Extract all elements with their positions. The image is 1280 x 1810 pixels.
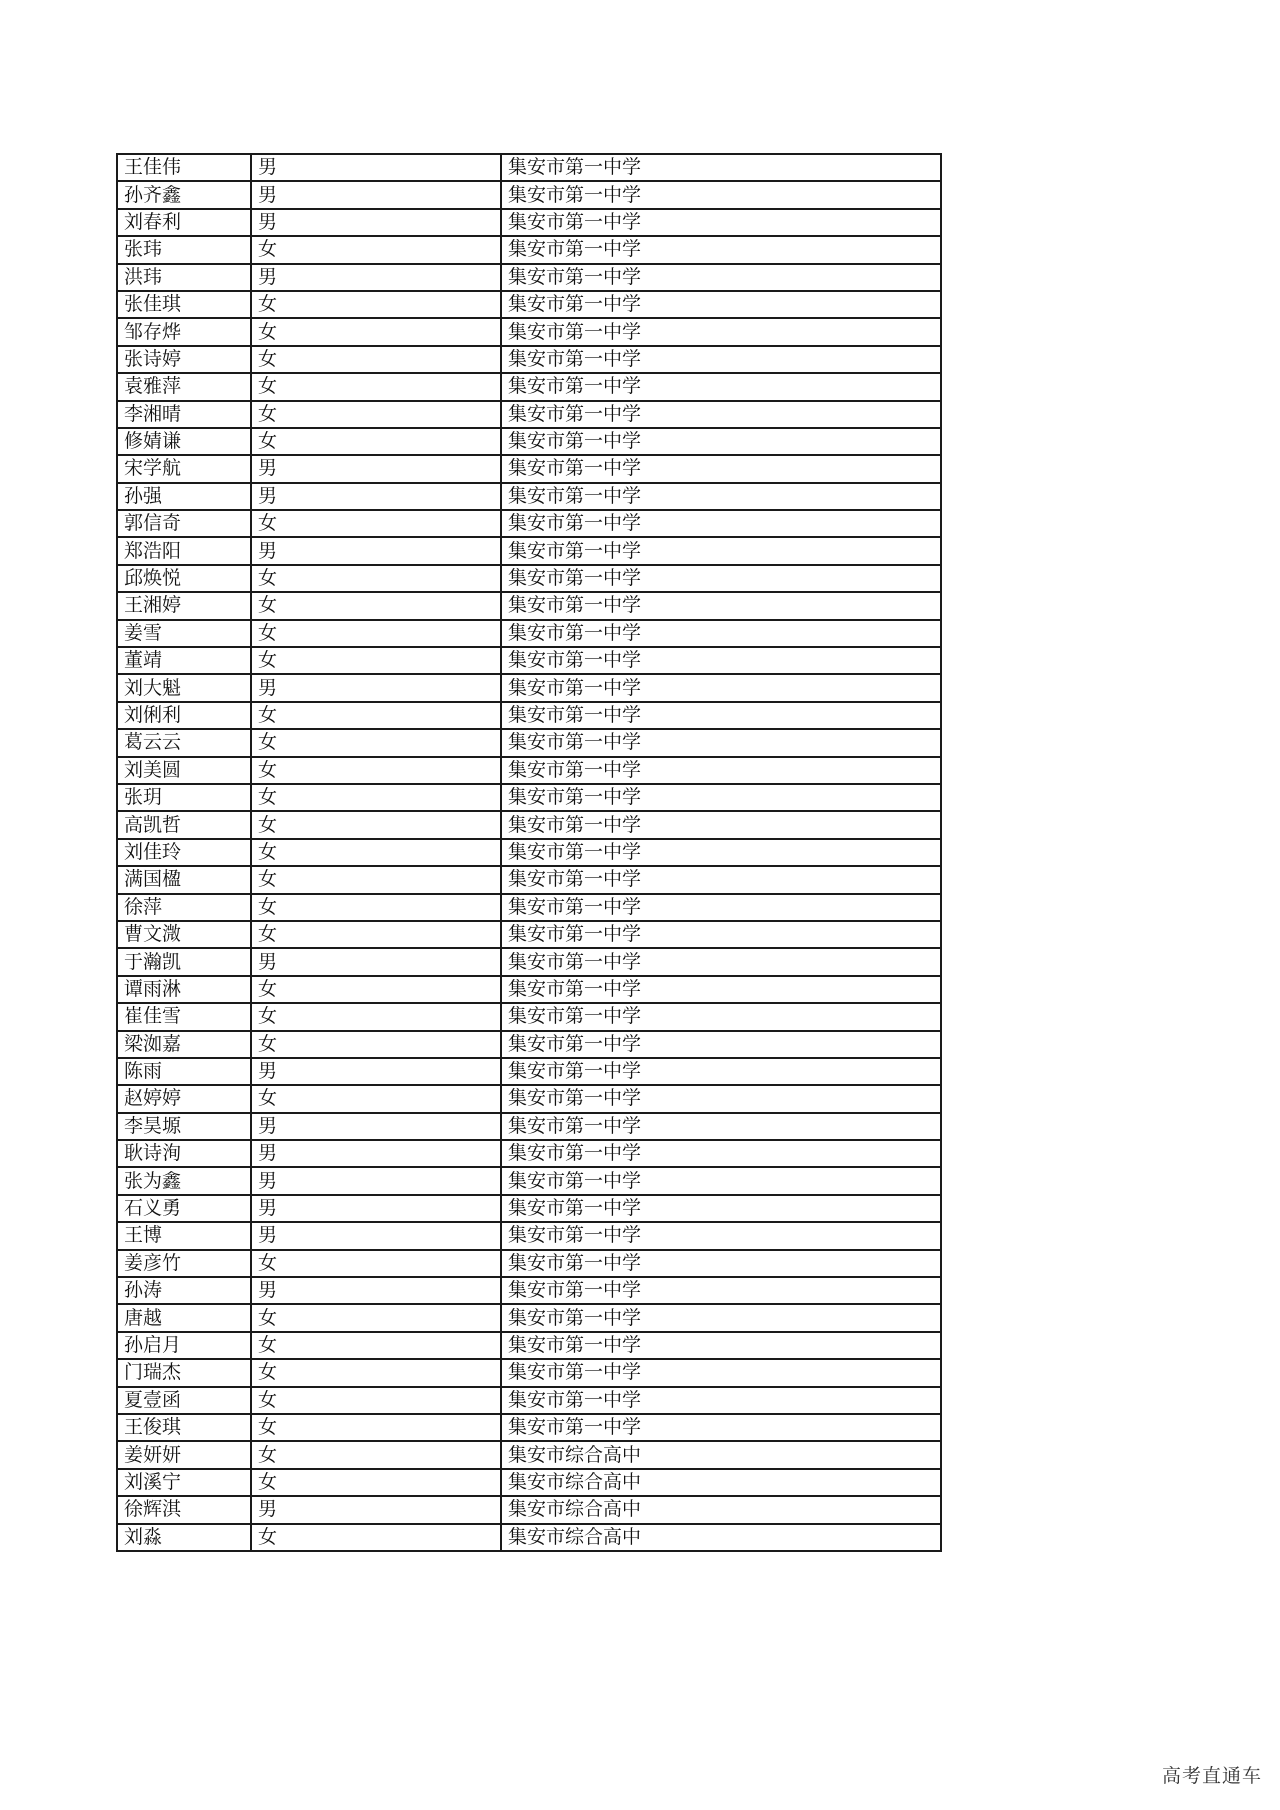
school-cell: 集安市第一中学 (501, 702, 941, 729)
student-name-cell: 修婧谦 (117, 428, 251, 455)
school-cell: 集安市第一中学 (501, 510, 941, 537)
school-cell: 集安市第一中学 (501, 1085, 941, 1112)
gender-cell: 男 (251, 1058, 501, 1085)
gender-cell: 男 (251, 455, 501, 482)
table-row (117, 647, 941, 674)
table-row (117, 729, 941, 756)
gender-cell: 女 (251, 702, 501, 729)
student-name-cell: 赵婷婷 (117, 1085, 251, 1112)
student-name-cell: 刘淼 (117, 1524, 251, 1551)
student-name-cell: 刘大魁 (117, 674, 251, 701)
student-name-cell: 王湘婷 (117, 592, 251, 619)
table-row (117, 346, 941, 373)
student-name-cell: 郑浩阳 (117, 537, 251, 564)
gender-cell: 女 (251, 921, 501, 948)
gender-cell: 女 (251, 894, 501, 921)
student-name-cell: 邱焕悦 (117, 565, 251, 592)
student-name-cell: 刘俐利 (117, 702, 251, 729)
student-name-cell: 石义勇 (117, 1195, 251, 1222)
gender-cell: 女 (251, 236, 501, 263)
table-row (117, 1277, 941, 1304)
table-row (117, 592, 941, 619)
gender-cell: 女 (251, 1085, 501, 1112)
table-row (117, 318, 941, 345)
school-cell: 集安市第一中学 (501, 592, 941, 619)
school-cell: 集安市第一中学 (501, 483, 941, 510)
gender-cell: 男 (251, 1277, 501, 1304)
table-row (117, 1167, 941, 1194)
table-row (117, 373, 941, 400)
student-name-cell: 葛云云 (117, 729, 251, 756)
gender-cell: 男 (251, 948, 501, 975)
student-name-cell: 谭雨淋 (117, 976, 251, 1003)
student-name-cell: 孙启月 (117, 1332, 251, 1359)
school-cell: 集安市第一中学 (501, 181, 941, 208)
gender-cell: 女 (251, 811, 501, 838)
student-name-cell: 李昊塬 (117, 1113, 251, 1140)
school-cell: 集安市第一中学 (501, 1414, 941, 1441)
gender-cell: 女 (251, 291, 501, 318)
gender-cell: 女 (251, 620, 501, 647)
school-cell: 集安市第一中学 (501, 674, 941, 701)
school-cell: 集安市第一中学 (501, 346, 941, 373)
student-name-cell: 于瀚凯 (117, 948, 251, 975)
student-name-cell: 孙强 (117, 483, 251, 510)
gender-cell: 女 (251, 428, 501, 455)
table-row (117, 209, 941, 236)
school-cell: 集安市第一中学 (501, 455, 941, 482)
school-cell: 集安市第一中学 (501, 757, 941, 784)
student-name-cell: 徐萍 (117, 894, 251, 921)
gender-cell: 女 (251, 1469, 501, 1496)
gender-cell: 女 (251, 1003, 501, 1030)
student-name-cell: 门瑞杰 (117, 1359, 251, 1386)
student-name-cell: 邹存烨 (117, 318, 251, 345)
table-row (117, 620, 941, 647)
gender-cell: 女 (251, 757, 501, 784)
roster-table (116, 153, 942, 1552)
gender-cell: 男 (251, 264, 501, 291)
school-cell: 集安市综合高中 (501, 1496, 941, 1523)
school-cell: 集安市第一中学 (501, 1058, 941, 1085)
gender-cell: 男 (251, 674, 501, 701)
gender-cell: 男 (251, 1195, 501, 1222)
school-cell: 集安市第一中学 (501, 1387, 941, 1414)
student-name-cell: 崔佳雪 (117, 1003, 251, 1030)
school-cell: 集安市第一中学 (501, 1304, 941, 1331)
table-row (117, 948, 941, 975)
school-cell: 集安市第一中学 (501, 264, 941, 291)
table-row (117, 264, 941, 291)
school-cell: 集安市第一中学 (501, 318, 941, 345)
gender-cell: 男 (251, 1167, 501, 1194)
table-row (117, 1496, 941, 1523)
student-name-cell: 曹文溦 (117, 921, 251, 948)
school-cell: 集安市第一中学 (501, 729, 941, 756)
school-cell: 集安市第一中学 (501, 209, 941, 236)
table-row (117, 894, 941, 921)
gender-cell: 男 (251, 1496, 501, 1523)
student-name-cell: 唐越 (117, 1304, 251, 1331)
table-row (117, 1140, 941, 1167)
table-row (117, 811, 941, 838)
school-cell: 集安市综合高中 (501, 1469, 941, 1496)
student-name-cell: 陈雨 (117, 1058, 251, 1085)
school-cell: 集安市第一中学 (501, 1167, 941, 1194)
table-row (117, 401, 941, 428)
gender-cell: 女 (251, 976, 501, 1003)
student-name-cell: 刘溪宁 (117, 1469, 251, 1496)
table-row (117, 291, 941, 318)
school-cell: 集安市第一中学 (501, 976, 941, 1003)
table-row (117, 1387, 941, 1414)
table-row (117, 1031, 941, 1058)
school-cell: 集安市第一中学 (501, 1003, 941, 1030)
student-name-cell: 王俊琪 (117, 1414, 251, 1441)
school-cell: 集安市第一中学 (501, 866, 941, 893)
gender-cell: 男 (251, 1140, 501, 1167)
table-row (117, 674, 941, 701)
student-name-cell: 满国楹 (117, 866, 251, 893)
student-name-cell: 夏壹函 (117, 1387, 251, 1414)
table-row (117, 1085, 941, 1112)
school-cell: 集安市第一中学 (501, 1250, 941, 1277)
table-row (117, 236, 941, 263)
gender-cell: 女 (251, 839, 501, 866)
school-cell: 集安市第一中学 (501, 1222, 941, 1249)
gender-cell: 女 (251, 346, 501, 373)
gender-cell: 女 (251, 784, 501, 811)
table-row (117, 1003, 941, 1030)
gender-cell: 男 (251, 209, 501, 236)
table-row (117, 1113, 941, 1140)
school-cell: 集安市第一中学 (501, 1140, 941, 1167)
gender-cell: 女 (251, 1387, 501, 1414)
gender-cell: 女 (251, 1031, 501, 1058)
school-cell: 集安市第一中学 (501, 1359, 941, 1386)
gender-cell: 女 (251, 1414, 501, 1441)
gender-cell: 女 (251, 1441, 501, 1468)
gender-cell: 男 (251, 181, 501, 208)
table-row (117, 510, 941, 537)
table-row (117, 1332, 941, 1359)
table-row (117, 181, 941, 208)
gender-cell: 女 (251, 1304, 501, 1331)
school-cell: 集安市第一中学 (501, 647, 941, 674)
table-row (117, 702, 941, 729)
school-cell: 集安市第一中学 (501, 1332, 941, 1359)
school-cell: 集安市第一中学 (501, 565, 941, 592)
student-name-cell: 刘佳玲 (117, 839, 251, 866)
student-name-cell: 李湘晴 (117, 401, 251, 428)
student-name-cell: 宋学航 (117, 455, 251, 482)
table-row (117, 784, 941, 811)
gender-cell: 女 (251, 1250, 501, 1277)
gender-cell: 女 (251, 1524, 501, 1551)
student-name-cell: 洪玮 (117, 264, 251, 291)
gender-cell: 女 (251, 729, 501, 756)
gender-cell: 女 (251, 866, 501, 893)
student-name-cell: 耿诗洵 (117, 1140, 251, 1167)
table-row (117, 1058, 941, 1085)
roster-table-body (117, 154, 941, 1551)
school-cell: 集安市第一中学 (501, 839, 941, 866)
gender-cell: 女 (251, 510, 501, 537)
table-row (117, 154, 941, 181)
school-cell: 集安市第一中学 (501, 373, 941, 400)
gender-cell: 男 (251, 1113, 501, 1140)
school-cell: 集安市第一中学 (501, 537, 941, 564)
student-name-cell: 王佳伟 (117, 154, 251, 181)
student-name-cell: 郭信奇 (117, 510, 251, 537)
table-row (117, 1441, 941, 1468)
gender-cell: 女 (251, 1332, 501, 1359)
gender-cell: 女 (251, 592, 501, 619)
table-row (117, 1304, 941, 1331)
school-cell: 集安市综合高中 (501, 1441, 941, 1468)
table-row (117, 1250, 941, 1277)
gender-cell: 男 (251, 483, 501, 510)
school-cell: 集安市第一中学 (501, 921, 941, 948)
gender-cell: 女 (251, 565, 501, 592)
student-name-cell: 徐辉淇 (117, 1496, 251, 1523)
table-row (117, 1222, 941, 1249)
student-name-cell: 姜妍妍 (117, 1441, 251, 1468)
gender-cell: 女 (251, 373, 501, 400)
student-name-cell: 梁洳嘉 (117, 1031, 251, 1058)
table-row (117, 839, 941, 866)
school-cell: 集安市第一中学 (501, 784, 941, 811)
table-row (117, 1414, 941, 1441)
student-name-cell: 张为鑫 (117, 1167, 251, 1194)
student-name-cell: 王博 (117, 1222, 251, 1249)
student-name-cell: 刘春利 (117, 209, 251, 236)
table-row (117, 866, 941, 893)
school-cell: 集安市第一中学 (501, 894, 941, 921)
student-name-cell: 孙涛 (117, 1277, 251, 1304)
table-row (117, 757, 941, 784)
gender-cell: 男 (251, 154, 501, 181)
table-row (117, 1195, 941, 1222)
student-name-cell: 孙齐鑫 (117, 181, 251, 208)
school-cell: 集安市第一中学 (501, 1113, 941, 1140)
table-row (117, 976, 941, 1003)
student-name-cell: 袁雅萍 (117, 373, 251, 400)
school-cell: 集安市第一中学 (501, 428, 941, 455)
school-cell: 集安市第一中学 (501, 1277, 941, 1304)
student-name-cell: 张玮 (117, 236, 251, 263)
table-row (117, 1359, 941, 1386)
table-row (117, 565, 941, 592)
watermark-text: 高考直通车 (1161, 1765, 1262, 1787)
school-cell: 集安市第一中学 (501, 401, 941, 428)
school-cell: 集安市第一中学 (501, 291, 941, 318)
gender-cell: 女 (251, 318, 501, 345)
table-row (117, 428, 941, 455)
school-cell: 集安市第一中学 (501, 948, 941, 975)
gender-cell: 男 (251, 1222, 501, 1249)
gender-cell: 女 (251, 647, 501, 674)
school-cell: 集安市第一中学 (501, 811, 941, 838)
school-cell: 集安市第一中学 (501, 236, 941, 263)
student-name-cell: 张诗婷 (117, 346, 251, 373)
student-name-cell: 姜彦竹 (117, 1250, 251, 1277)
school-cell: 集安市第一中学 (501, 620, 941, 647)
student-name-cell: 高凯哲 (117, 811, 251, 838)
school-cell: 集安市第一中学 (501, 1195, 941, 1222)
school-cell: 集安市综合高中 (501, 1524, 941, 1551)
school-cell: 集安市第一中学 (501, 154, 941, 181)
school-cell: 集安市第一中学 (501, 1031, 941, 1058)
table-row (117, 455, 941, 482)
gender-cell: 女 (251, 1359, 501, 1386)
student-name-cell: 张佳琪 (117, 291, 251, 318)
table-row (117, 921, 941, 948)
student-name-cell: 姜雪 (117, 620, 251, 647)
table-row (117, 483, 941, 510)
table-row (117, 537, 941, 564)
table-row (117, 1469, 941, 1496)
gender-cell: 男 (251, 537, 501, 564)
table-row (117, 1524, 941, 1551)
student-name-cell: 张玥 (117, 784, 251, 811)
student-name-cell: 董靖 (117, 647, 251, 674)
student-name-cell: 刘美圆 (117, 757, 251, 784)
gender-cell: 女 (251, 401, 501, 428)
